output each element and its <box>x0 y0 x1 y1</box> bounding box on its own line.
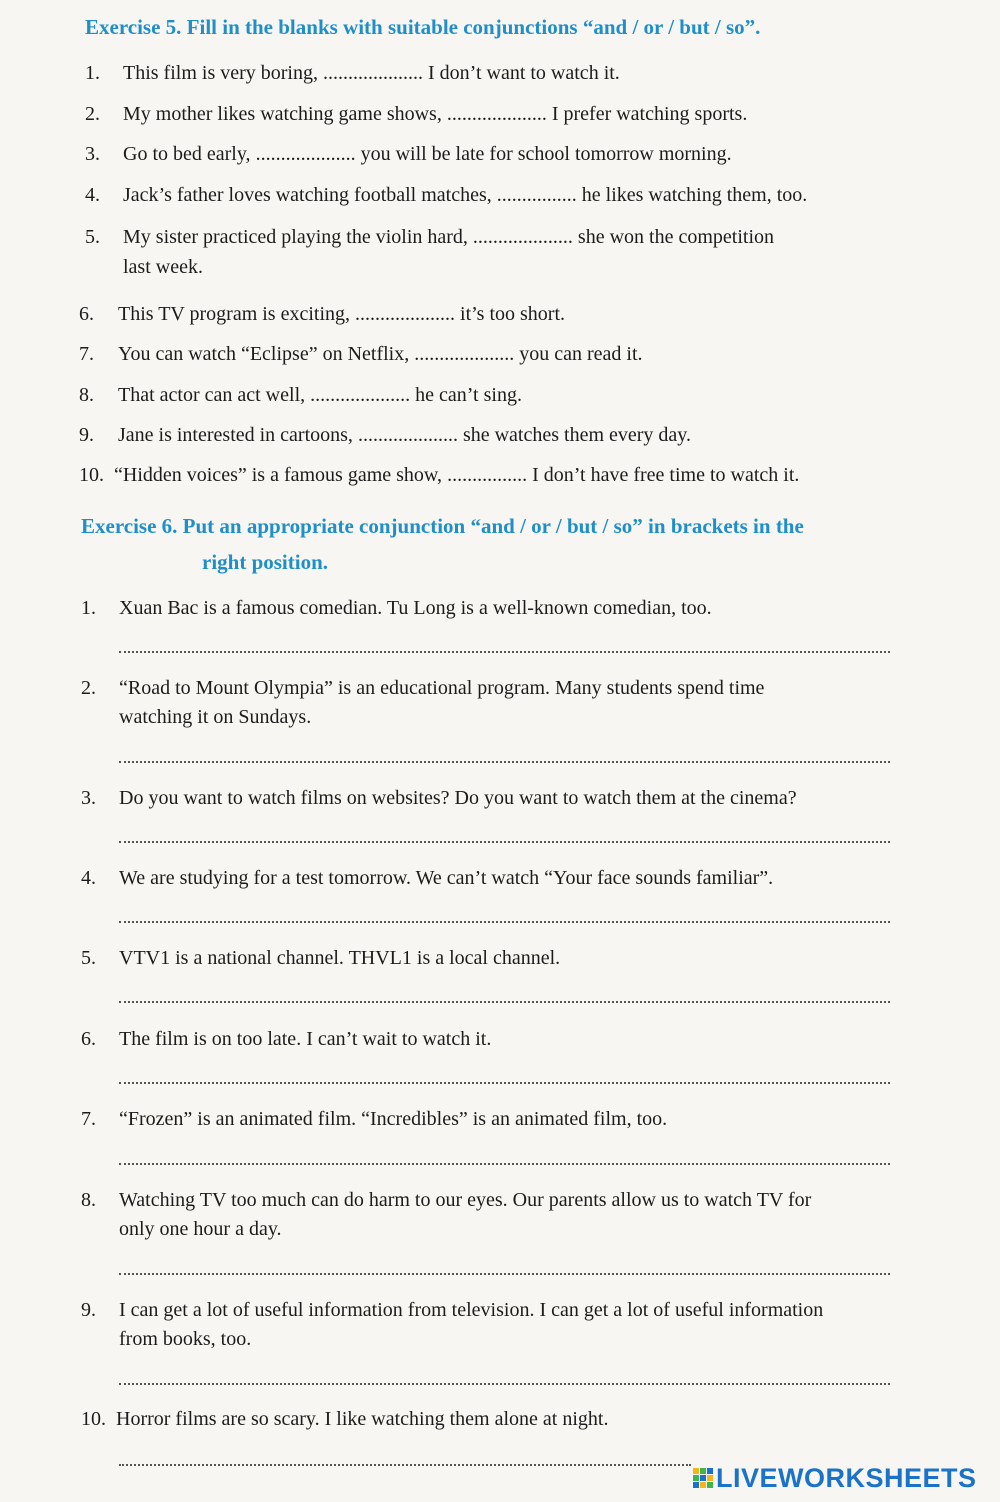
ex6-item-10: Horror films are so scary. I like watching them alone at night. <box>116 1408 609 1430</box>
exercise-6-title-continuation: right position. <box>202 550 329 574</box>
ex5-item-number: 7. <box>79 343 94 365</box>
ex5-item-7: You can watch “Eclipse” on Netflix, .................... you can read it. <box>118 343 643 365</box>
ex6-item-6: The film is on too late. I can’t wait to watch it. <box>119 1028 492 1050</box>
ex6-item-2-continuation: watching it on Sundays. <box>119 706 312 728</box>
exercise-6-title: Exercise 6. Put an appropriate conjunction “and / or / but / so” in brackets in the <box>81 514 804 538</box>
ex6-item-9-continuation: from books, too. <box>119 1328 252 1350</box>
ex6-item-number: 6. <box>81 1028 96 1050</box>
exercise-5-title: Exercise 5. Fill in the blanks with suitable conjunctions “and / or / but / so”. <box>85 15 761 39</box>
answer-line[interactable] <box>119 1163 890 1165</box>
answer-line[interactable] <box>119 761 890 763</box>
answer-blank[interactable]: .................... <box>310 384 411 406</box>
ex5-item-number: 10. <box>79 464 104 486</box>
ex5-item-number: 2. <box>85 103 100 125</box>
ex6-item-number: 4. <box>81 867 96 889</box>
answer-line[interactable] <box>119 841 890 843</box>
answer-line[interactable] <box>119 1273 890 1275</box>
ex6-item-3: Do you want to watch films on websites? Do you want to watch them at the cinema? <box>119 787 797 809</box>
ex5-item-number: 9. <box>79 424 94 446</box>
ex5-item-8: That actor can act well, .................... he can’t sing. <box>118 384 522 406</box>
ex6-item-2: “Road to Mount Olympia” is an educational program. Many students spend time <box>119 677 765 699</box>
ex5-item-4: Jack’s father loves watching football matches, ................ he likes watching them, too. <box>123 184 808 206</box>
answer-blank[interactable]: .................... <box>357 424 458 446</box>
answer-blank[interactable]: .................... <box>355 303 456 325</box>
ex6-item-number: 9. <box>81 1299 96 1321</box>
ex6-item-number: 8. <box>81 1189 96 1211</box>
ex5-item-number: 5. <box>85 226 100 248</box>
answer-line[interactable] <box>119 1464 691 1466</box>
ex6-item-5: VTV1 is a national channel. THVL1 is a local channel. <box>119 947 561 969</box>
answer-blank[interactable]: .................... <box>414 343 515 365</box>
liveworksheets-brand-text: LIVEWORKSHEETS <box>716 1462 977 1493</box>
ex6-item-9: I can get a lot of useful information from television. I can get a lot of useful information <box>119 1299 824 1321</box>
ex5-item-2: My mother likes watching game shows, .................... I prefer watching sports. <box>123 103 748 125</box>
ex5-item-number: 8. <box>79 384 94 406</box>
ex6-item-7: “Frozen” is an animated film. “Incredibles” is an animated film, too. <box>119 1108 668 1130</box>
answer-line[interactable] <box>119 651 890 653</box>
ex6-item-8-continuation: only one hour a day. <box>119 1218 282 1240</box>
answer-blank[interactable]: .................... <box>255 143 356 165</box>
answer-blank[interactable]: .................... <box>322 62 423 84</box>
ex5-item-5-continuation: last week. <box>123 256 203 278</box>
ex6-item-number: 10. <box>81 1408 106 1430</box>
ex5-item-6: This TV program is exciting, .................... it’s too short. <box>118 303 566 325</box>
answer-blank[interactable]: .................... <box>472 226 573 248</box>
ex6-item-number: 5. <box>81 947 96 969</box>
ex5-item-number: 6. <box>79 303 94 325</box>
answer-blank[interactable]: ................ <box>447 464 528 486</box>
answer-line[interactable] <box>119 1082 890 1084</box>
ex5-item-1: This film is very boring, .................... I don’t want to watch it. <box>123 62 620 84</box>
ex6-item-number: 1. <box>81 597 96 619</box>
ex5-item-3: Go to bed early, .................... you will be late for school tomorrow morning. <box>123 143 732 165</box>
answer-line[interactable] <box>119 1001 890 1003</box>
ex5-item-10: “Hidden voices” is a famous game show, ................ I don’t have free time to watch it. <box>114 464 800 486</box>
ex5-item-9: Jane is interested in cartoons, .................... she watches them every day. <box>118 424 691 446</box>
ex5-item-number: 1. <box>85 62 100 84</box>
ex5-item-number: 3. <box>85 143 100 165</box>
ex6-item-1: Xuan Bac is a famous comedian. Tu Long is a well-known comedian, too. <box>119 597 712 619</box>
ex5-item-number: 4. <box>85 184 100 206</box>
ex5-item-5: My sister practiced playing the violin hard, .................... she won the competition <box>123 226 774 248</box>
answer-blank[interactable]: ................ <box>496 184 577 206</box>
ex6-item-number: 3. <box>81 787 96 809</box>
answer-line[interactable] <box>119 1383 890 1385</box>
liveworksheets-logo <box>692 1462 977 1494</box>
answer-blank[interactable]: .................... <box>446 103 547 125</box>
ex6-item-number: 7. <box>81 1108 96 1130</box>
ex6-item-8: Watching TV too much can do harm to our eyes. Our parents allow us to watch TV for <box>119 1189 812 1211</box>
answer-line[interactable] <box>119 921 890 923</box>
liveworksheets-grid-icon <box>692 1467 714 1489</box>
ex6-item-number: 2. <box>81 677 96 699</box>
ex6-item-4: We are studying for a test tomorrow. We can’t watch “Your face sounds familiar”. <box>119 867 774 889</box>
